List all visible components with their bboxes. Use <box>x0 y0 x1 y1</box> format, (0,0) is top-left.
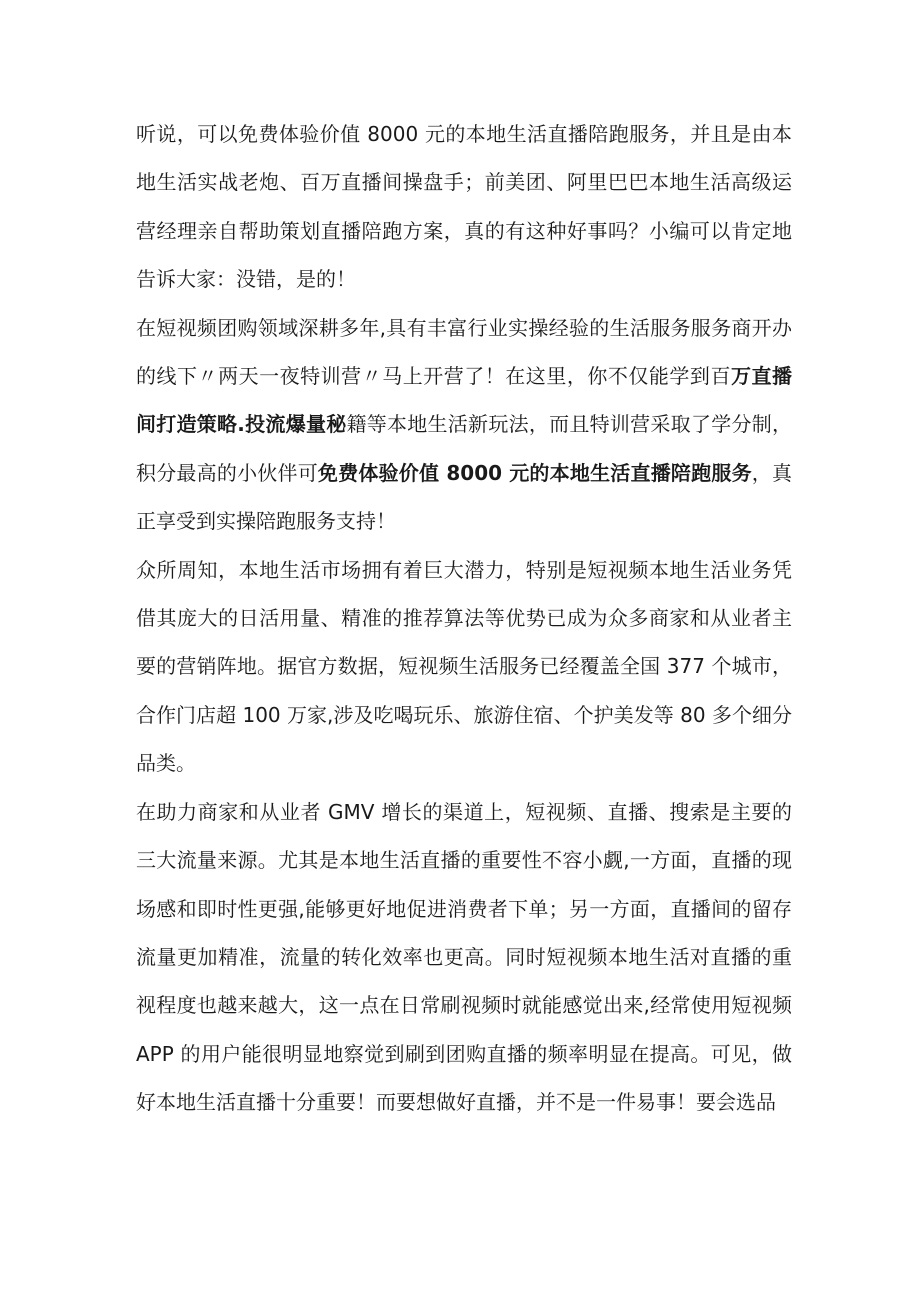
paragraph-market-potential: 众所周知，本地生活市场拥有着巨大潜力，特别是短视频本地生活业务凭借其庞大的日活用量、精准的推荐算法等优势已成为众多商家和从业者主要的营销阵地。据官方数据，短视频生活服务已经覆盖全国 377 个城市，合作门店超 100 万家,涉及吃喝玩乐、旅游住宿、个护美发等 80 多个细分品类。 <box>136 557 792 776</box>
paragraph-training-camp <box>136 304 792 546</box>
bold-highlight-free-trial: 免费体验价值 8000 元的本地生活直播陪跑服务 <box>317 460 752 485</box>
paragraph-text-segment: 在短视频团购领域深耕多年,具有丰富行业实操经验的生活服务服务商开办的线下〃两天一夜特训营〃马上开营了！在这里，你不仅能学到百 <box>136 315 792 389</box>
paragraph-intro: 听说，可以免费体验价值 8000 元的本地生活直播陪跑服务，并且是由本地生活实战老炮、百万直播间操盘手；前美团、阿里巴巴本地生活高级运营经理亲自帮助策划直播陪跑方案，真的有这种好事吗？小编可以肯定地告诉大家：没错，是的！ <box>136 122 792 292</box>
bold-highlight-strategy: 万直播间打造策略.投流爆量秘 <box>136 364 793 437</box>
paragraph-text-segment: 籍等本地生活新玩法，而且特训营采取了学分制，积分最高的小伙伴可 <box>136 412 792 485</box>
article-body <box>136 110 792 1127</box>
paragraph-text-segment: ，真正享受到实操陪跑服务支持！ <box>136 460 793 534</box>
paragraph-live-streaming: 在助力商家和从业者 GMV 增长的渠道上，短视频、直播、搜索是主要的三大流量来源。尤其是本地生活直播的重要性不容小觑,一方面，直播的现场感和即时性更强,能够更好地促进消费者下单；另一方面，直播间的留存流量更加精准，流量的转化效率也更高。同时短视频本地生活对直播的重视程度也越来越大，这一点在日常刷视频时就能感觉出来,经常使用短视频 APP 的用户能很明显地察觉到刷到团购直播的频率明显在提高。可见，做好本地生活直播十分重要！而要想做好直播，并不是一件易事！要会选品 <box>136 799 792 1115</box>
